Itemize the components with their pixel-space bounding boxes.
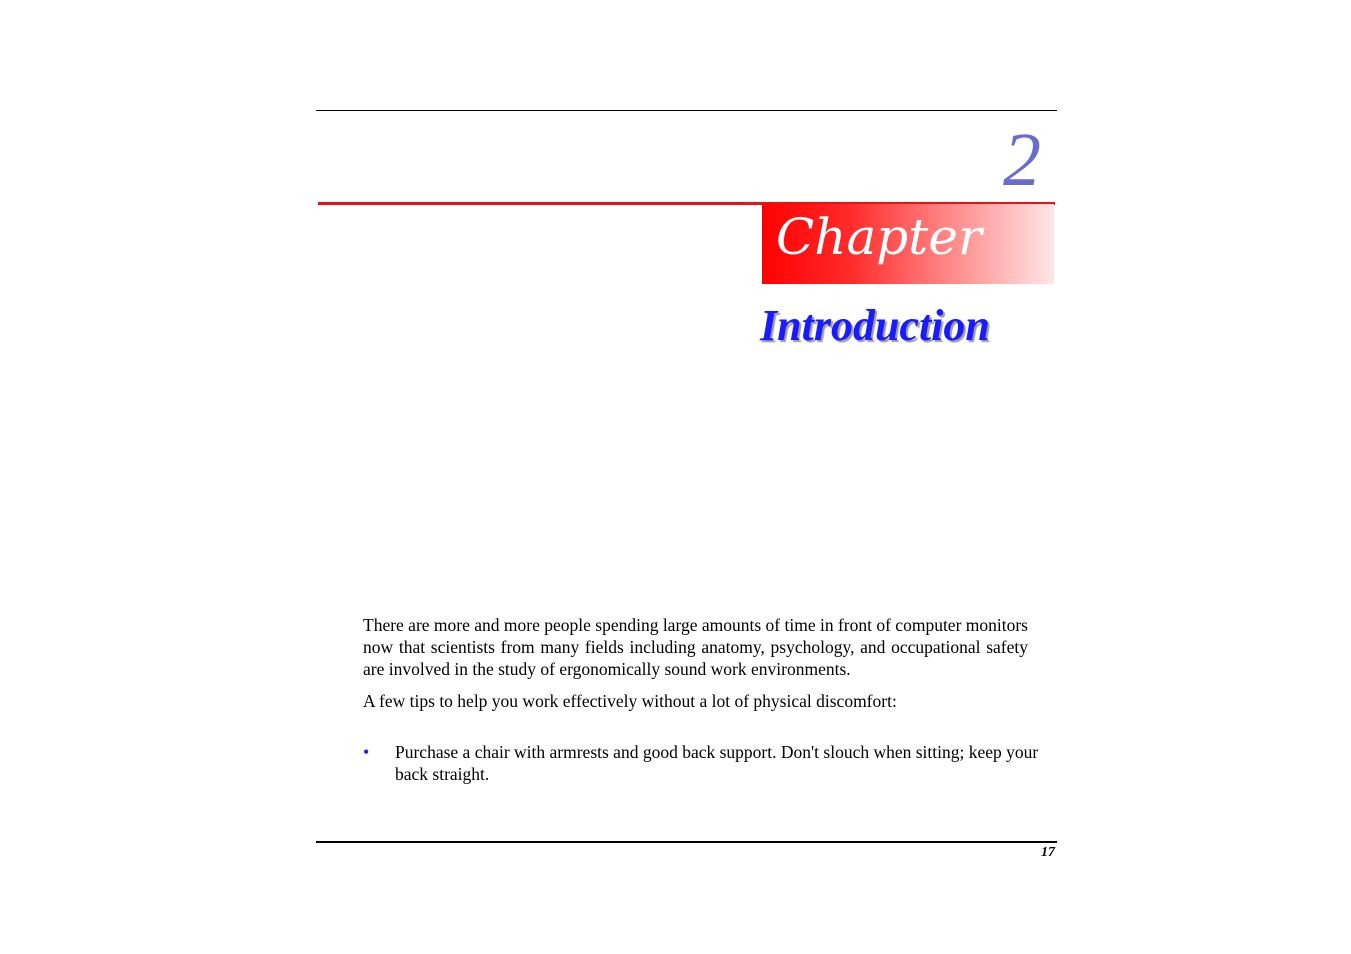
chapter-number: 2 [1003,118,1041,202]
body-text [363,614,1028,718]
bullet-dot-icon: • [363,742,370,762]
bottom-rule [316,841,1057,843]
tips-intro-paragraph: A few tips to help you work effectively without a lot of physical discomfort: [363,691,897,711]
list-item-text: Purchase a chair with armrests and good back support. Don't slouch when sitting; keep your back straight. [395,742,1039,784]
top-rule [316,110,1057,111]
chapter-banner [762,204,1054,284]
chapter-label: Chapter [776,208,982,266]
chapter-title: Introduction [760,301,990,350]
list-item [363,741,1055,785]
page-number: 17 [1041,845,1055,860]
intro-paragraph: There are more and more people spending large amounts of time in front of computer monitors now that scientists from many fields including anatomy, psychology, and occupational safety are involved in the study of ergonomically sound work environments. [363,615,1028,679]
tips-list [363,741,1055,785]
